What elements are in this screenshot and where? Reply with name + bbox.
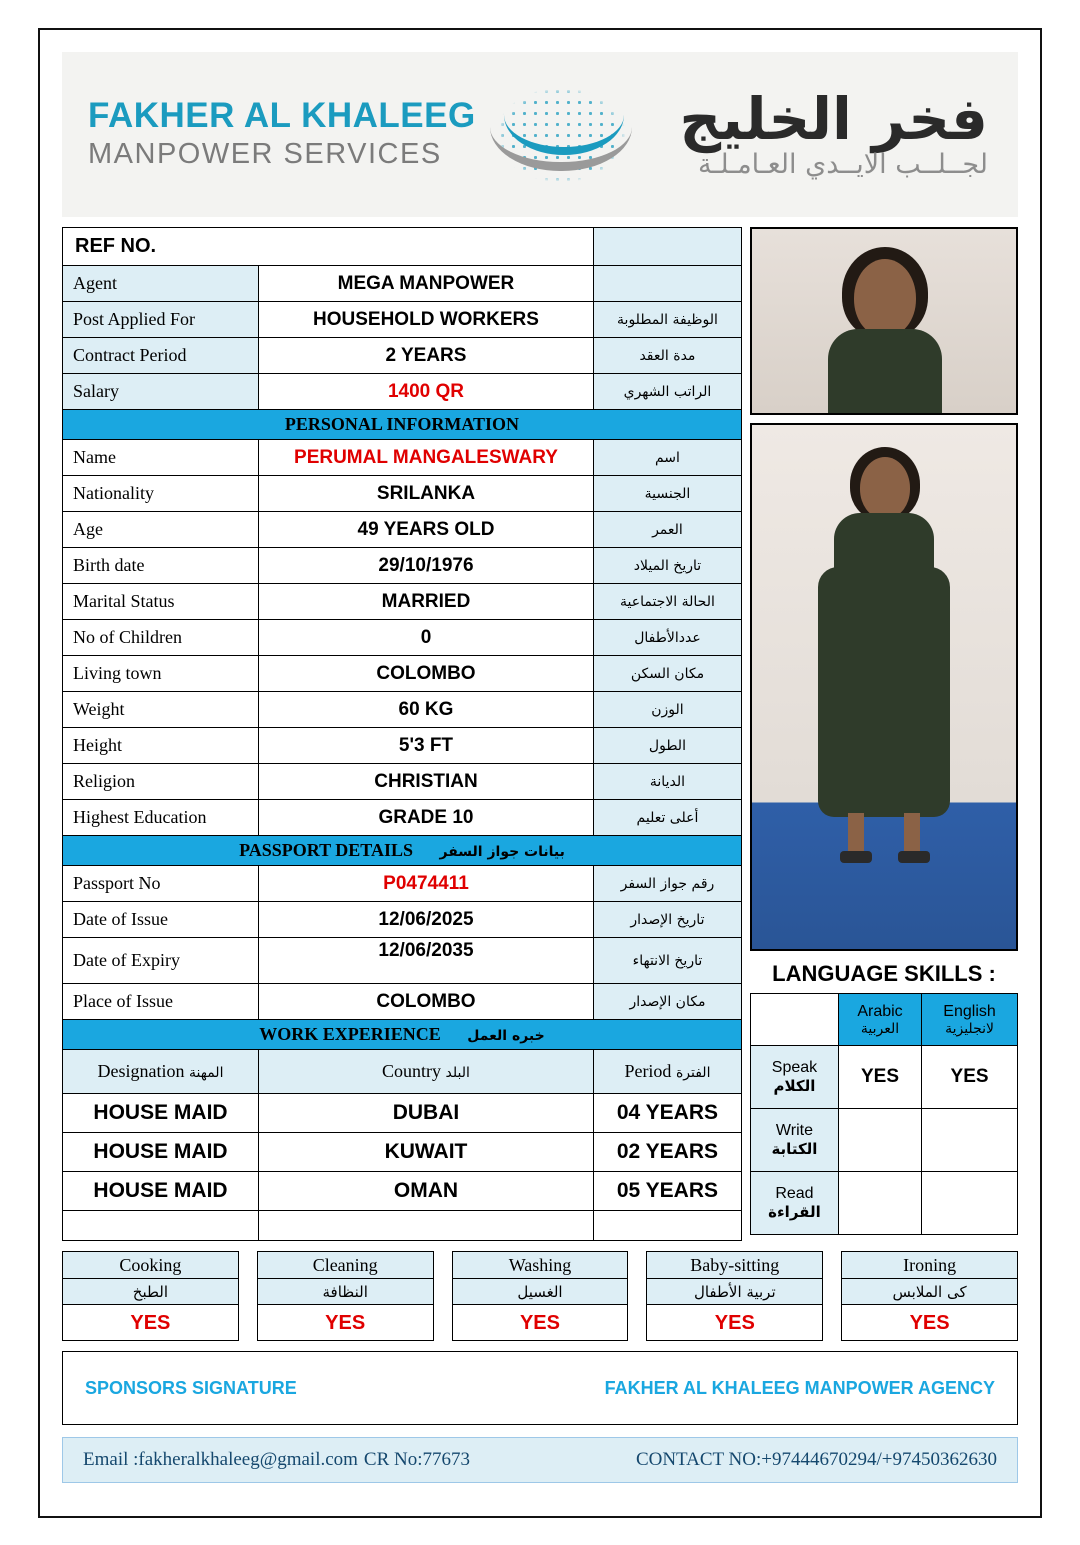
language-col-english-en: English (943, 1002, 996, 1020)
skill-cleaning-value: YES (257, 1305, 434, 1341)
write-arabic-value (838, 1109, 921, 1172)
table-row (63, 548, 742, 584)
table-row (750, 1109, 1017, 1172)
living-town-label: Living town (63, 656, 259, 692)
contract-period-label: Contract Period (63, 338, 259, 374)
ref-no-label: REF NO. (63, 228, 594, 266)
period-header-en: Period (624, 1061, 672, 1081)
table-row (63, 476, 742, 512)
language-row-write (750, 1109, 838, 1172)
language-col-english-ar: لانجليزية (945, 1020, 994, 1037)
language-skills-table (750, 993, 1018, 1235)
language-row-read-ar: القراءة (768, 1203, 821, 1221)
skill-ironing-value: YES (841, 1305, 1018, 1341)
ref-no-value (593, 228, 741, 266)
contract-period-value: 2 YEARS (259, 338, 594, 374)
company-name-line2: MANPOWER SERVICES (88, 137, 442, 170)
nationality-value: SRILANKA (259, 476, 594, 512)
table-row (63, 410, 742, 440)
skill-ironing-label-ar: كى الملابس (841, 1278, 1018, 1305)
height-arabic: الطول (593, 728, 741, 764)
nationality-arabic: الجنسية (593, 476, 741, 512)
photo-and-language-column (750, 227, 1018, 1241)
company-name-arabic: فخر الخليج (679, 84, 988, 153)
document-body (62, 227, 1018, 1241)
date-of-issue-label: Date of Issue (63, 902, 259, 938)
education-label: Highest Education (63, 800, 259, 836)
height-value: 5'3 FT (259, 728, 594, 764)
table-row (63, 620, 742, 656)
table-row (63, 656, 742, 692)
living-town-arabic: مكان السكن (593, 656, 741, 692)
language-col-arabic-en: Arabic (857, 1002, 903, 1020)
education-arabic: أعلى تعليم (593, 800, 741, 836)
salary-arabic: الراتب الشهري (593, 374, 741, 410)
language-row-speak-en: Speak (771, 1059, 818, 1076)
footer-cr-number: CR No:77673 (363, 1449, 470, 1470)
work-country-2: KUWAIT (259, 1133, 594, 1172)
weight-arabic: الوزن (593, 692, 741, 728)
work-empty-period (593, 1211, 741, 1241)
table-row (63, 866, 742, 902)
passport-details-section-title (63, 836, 742, 866)
work-designation-3: HOUSE MAID (63, 1172, 259, 1211)
marital-status-label: Marital Status (63, 584, 259, 620)
table-row (63, 1133, 742, 1172)
agent-label: Agent (63, 266, 259, 302)
table-row (63, 984, 742, 1020)
company-logo-icon (486, 75, 636, 195)
skill-babysitting (646, 1251, 823, 1341)
language-row-read-en: Read (775, 1185, 814, 1202)
religion-label: Religion (63, 764, 259, 800)
skill-cooking-label-ar: الطبخ (62, 1278, 239, 1305)
work-period-1: 04 YEARS (593, 1094, 741, 1133)
work-country-3: OMAN (259, 1172, 594, 1211)
portrait-dress (828, 329, 942, 415)
designation-header-en: Designation (97, 1061, 185, 1081)
place-of-issue-arabic: مكان الإصدار (593, 984, 741, 1020)
company-tagline-arabic: لجــلــب الايــدي العـامـلـة (697, 149, 988, 181)
children-value: 0 (259, 620, 594, 656)
table-row (63, 302, 742, 338)
table-row (63, 692, 742, 728)
post-applied-value: HOUSEHOLD WORKERS (259, 302, 594, 338)
top-info-table (62, 227, 742, 1241)
salary-value: 1400 QR (259, 374, 594, 410)
fullbody-shoe-left (840, 851, 872, 863)
table-row (63, 800, 742, 836)
fullbody-figure (804, 447, 964, 937)
age-value: 49 YEARS OLD (259, 512, 594, 548)
passport-no-value: P0474411 (259, 866, 594, 902)
portrait-figure (824, 247, 944, 415)
work-period-2: 02 YEARS (593, 1133, 741, 1172)
table-row (63, 728, 742, 764)
birth-date-arabic: تاريخ الميلاد (593, 548, 741, 584)
agent-value: MEGA MANPOWER (259, 266, 594, 302)
work-period-3: 05 YEARS (593, 1172, 741, 1211)
table-row (750, 1172, 1017, 1235)
language-col-arabic (838, 994, 921, 1046)
language-row-read (750, 1172, 838, 1235)
skill-cleaning-label-ar: النظافة (257, 1278, 434, 1305)
period-header (593, 1050, 741, 1094)
skill-ironing-label: Ironing (841, 1251, 1018, 1278)
age-label: Age (63, 512, 259, 548)
country-header-en: Country (382, 1061, 442, 1081)
name-label: Name (63, 440, 259, 476)
applicant-fullbody-photo (750, 423, 1018, 951)
work-empty-country (259, 1211, 594, 1241)
name-value: PERUMAL MANGALESWARY (259, 440, 594, 476)
work-empty-designation (63, 1211, 259, 1241)
skill-cooking (62, 1251, 239, 1341)
table-row (63, 338, 742, 374)
work-country-1: DUBAI (259, 1094, 594, 1133)
table-row (63, 902, 742, 938)
date-of-expiry-label: Date of Expiry (63, 938, 259, 984)
portrait-face (854, 259, 916, 337)
designation-header-ar: المهنة (189, 1065, 224, 1081)
language-col-arabic-ar: العربية (860, 1020, 900, 1037)
table-row (63, 1020, 742, 1050)
place-of-issue-label: Place of Issue (63, 984, 259, 1020)
table-row (63, 584, 742, 620)
table-header-row (750, 994, 1017, 1046)
footer-email: Email :fakheralkhaleeg@gmail.com (83, 1449, 358, 1470)
table-row (63, 1211, 742, 1241)
place-of-issue-value: COLOMBO (259, 984, 594, 1020)
fullbody-leg-right (904, 813, 920, 855)
weight-value: 60 KG (259, 692, 594, 728)
skill-washing-label-ar: الغسيل (452, 1278, 629, 1305)
weight-label: Weight (63, 692, 259, 728)
date-of-issue-arabic: تاريخ الإصدار (593, 902, 741, 938)
skill-cleaning (257, 1251, 434, 1341)
skill-cleaning-label: Cleaning (257, 1251, 434, 1278)
nationality-label: Nationality (63, 476, 259, 512)
table-row (63, 374, 742, 410)
table-row (63, 836, 742, 866)
table-row (63, 1094, 742, 1133)
language-skills-title: LANGUAGE SKILLS : (772, 961, 996, 986)
birth-date-label: Birth date (63, 548, 259, 584)
fullbody-face (860, 457, 910, 519)
skill-washing-label: Washing (452, 1251, 629, 1278)
table-row (63, 1172, 742, 1211)
skill-washing-value: YES (452, 1305, 629, 1341)
table-row (63, 764, 742, 800)
fullbody-leg-left (848, 813, 864, 855)
children-label: No of Children (63, 620, 259, 656)
date-of-expiry-value: 12/06/2035 (259, 938, 594, 984)
skill-babysitting-label: Baby-sitting (646, 1251, 823, 1278)
agent-arabic (593, 266, 741, 302)
work-designation-1: HOUSE MAID (63, 1094, 259, 1133)
height-label: Height (63, 728, 259, 764)
language-row-speak (750, 1046, 838, 1109)
table-row (63, 228, 742, 266)
living-town-value: COLOMBO (259, 656, 594, 692)
language-corner-cell (750, 994, 838, 1046)
language-col-english (922, 994, 1018, 1046)
post-applied-label: Post Applied For (63, 302, 259, 338)
fullbody-shoe-right (898, 851, 930, 863)
passport-no-arabic: رقم جواز السفر (593, 866, 741, 902)
children-arabic: عددالأطفال (593, 620, 741, 656)
marital-status-arabic: الحالة الاجتماعية (593, 584, 741, 620)
language-row-speak-ar: الكلام (773, 1077, 816, 1095)
date-of-issue-value: 12/06/2025 (259, 902, 594, 938)
sponsors-signature-label: SPONSORS SIGNATURE (85, 1377, 297, 1398)
write-english-value (922, 1109, 1018, 1172)
read-arabic-value (838, 1172, 921, 1235)
table-header-row (63, 1050, 742, 1094)
skill-babysitting-label-ar: تربية الأطفال (646, 1278, 823, 1305)
country-header (259, 1050, 594, 1094)
contract-period-arabic: مدة العقد (593, 338, 741, 374)
name-arabic: اسم (593, 440, 741, 476)
company-logo-arabic (679, 84, 1018, 181)
work-experience-section-title (63, 1020, 742, 1050)
speak-arabic-value: YES (838, 1046, 921, 1109)
skill-ironing (841, 1251, 1018, 1341)
work-section-ar: خبره العمل (467, 1028, 545, 1044)
country-header-ar: البلد (445, 1065, 470, 1081)
skill-washing (452, 1251, 629, 1341)
language-row-write-ar: الكتابة (771, 1140, 818, 1158)
table-row (750, 1046, 1017, 1109)
skill-cooking-value: YES (62, 1305, 239, 1341)
marital-status-value: MARRIED (259, 584, 594, 620)
skills-row (62, 1251, 1018, 1341)
work-designation-2: HOUSE MAID (63, 1133, 259, 1172)
signature-section (62, 1351, 1018, 1425)
applicant-portrait-photo (750, 227, 1018, 415)
fullbody-dress-skirt (818, 567, 950, 817)
birth-date-value: 29/10/1976 (259, 548, 594, 584)
table-row (63, 512, 742, 548)
passport-section-en: PASSPORT DETAILS (239, 840, 413, 860)
speak-english-value: YES (922, 1046, 1018, 1109)
religion-arabic: الديانة (593, 764, 741, 800)
passport-no-label: Passport No (63, 866, 259, 902)
cv-document (38, 28, 1042, 1518)
language-row-write-en: Write (775, 1122, 813, 1139)
salary-label: Salary (63, 374, 259, 410)
company-name-line1: FAKHER AL KHALEEG (88, 95, 476, 135)
table-row (63, 938, 742, 984)
religion-value: CHRISTIAN (259, 764, 594, 800)
details-column (62, 227, 742, 1241)
education-value: GRADE 10 (259, 800, 594, 836)
designation-header (63, 1050, 259, 1094)
skill-babysitting-value: YES (646, 1305, 823, 1341)
passport-section-ar: بيانات جواز السفر (439, 844, 565, 860)
read-english-value (922, 1172, 1018, 1235)
table-row (63, 440, 742, 476)
personal-information-section-title: PERSONAL INFORMATION (63, 410, 742, 440)
work-section-en: WORK EXPERIENCE (259, 1024, 441, 1044)
document-footer (62, 1437, 1018, 1483)
document-header (62, 52, 1018, 217)
post-applied-arabic: الوظيفة المطلوبة (593, 302, 741, 338)
company-logo-text (62, 96, 476, 174)
table-row (63, 266, 742, 302)
skill-cooking-label: Cooking (62, 1251, 239, 1278)
date-of-expiry-arabic: تاريخ الانتهاء (593, 938, 741, 984)
period-header-ar: الفترة (675, 1065, 711, 1081)
age-arabic: العمر (593, 512, 741, 548)
agency-signature-label: FAKHER AL KHALEEG MANPOWER AGENCY (604, 1377, 995, 1398)
footer-contact: CONTACT NO:+97444670294/+97450362630 (635, 1449, 997, 1470)
